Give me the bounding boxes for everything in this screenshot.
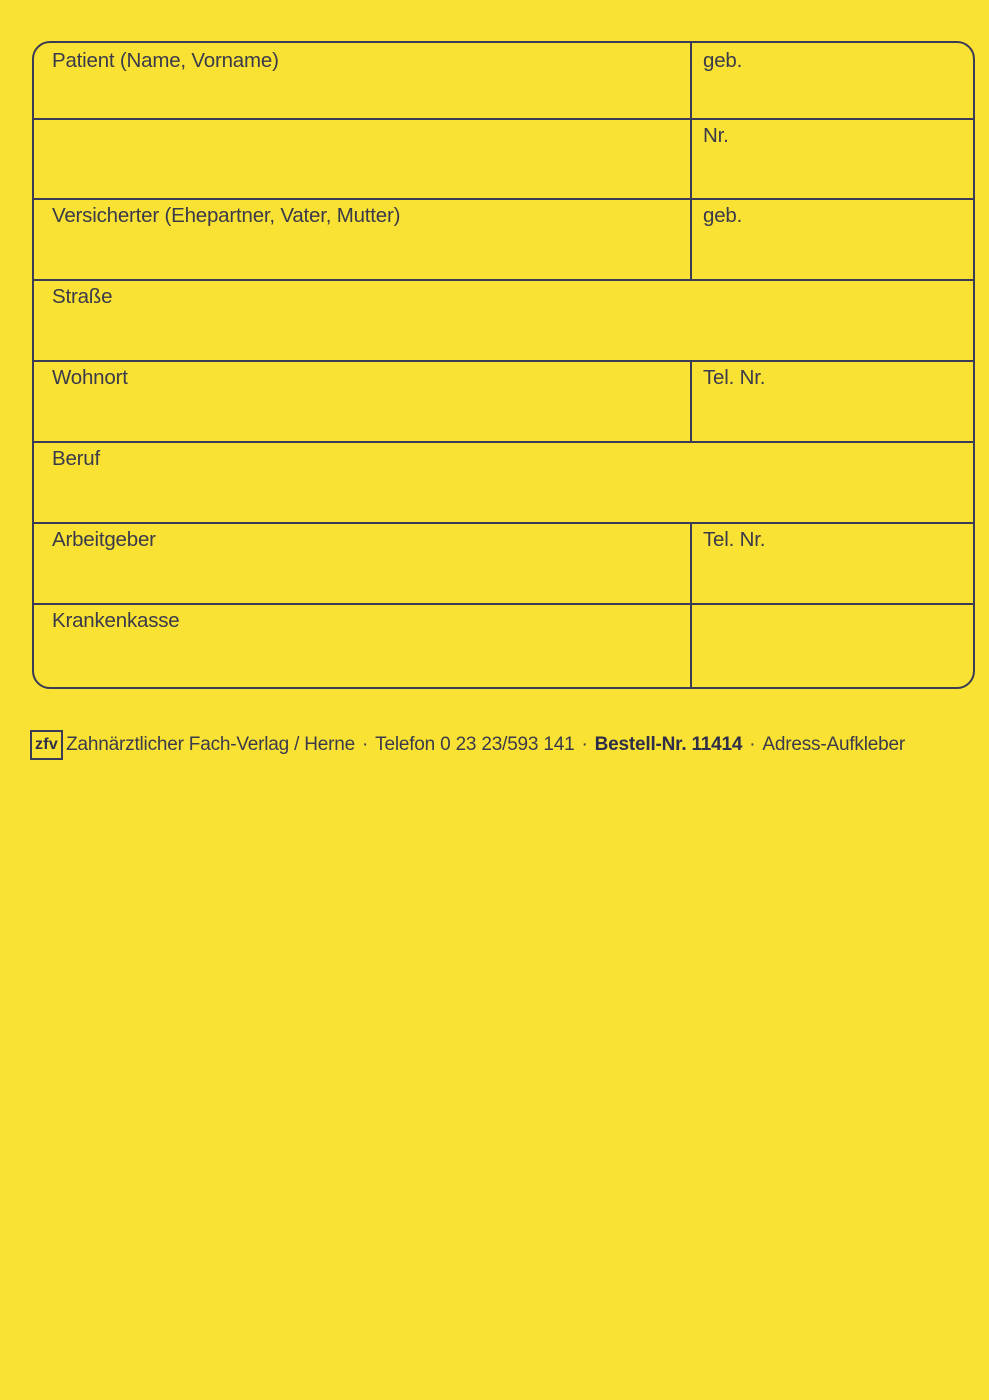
patient-birthdate-field[interactable] — [690, 43, 973, 118]
publisher-phone: Telefon 0 23 23/593 141 — [375, 734, 575, 755]
health-insurance-label: Krankenkasse — [52, 609, 180, 632]
employer-phone-label: Tel. Nr. — [703, 528, 766, 551]
phone-field[interactable] — [690, 360, 973, 441]
insured-person-label: Versicherter (Ehepartner, Vater, Mutter) — [52, 204, 401, 227]
form-row-number — [34, 118, 973, 200]
zfv-logo: zfv — [30, 730, 63, 760]
patient-name-continued-field[interactable] — [34, 118, 692, 198]
publisher-name: Zahnärztlicher Fach-Verlag / Herne — [66, 734, 356, 755]
separator: · — [581, 734, 588, 755]
insured-birthdate-field[interactable] — [690, 198, 973, 279]
patient-birthdate-label: geb. — [703, 49, 743, 72]
health-insurance-extra-field[interactable] — [690, 603, 973, 687]
health-insurance-field[interactable] — [34, 603, 692, 687]
order-number: Bestell-Nr. 11414 — [594, 734, 743, 755]
form-row-insured — [34, 198, 973, 281]
form-row-street — [34, 279, 973, 362]
form-row-health-insurance — [34, 603, 973, 687]
employer-field[interactable] — [34, 522, 692, 603]
residence-field[interactable] — [34, 360, 692, 441]
number-field[interactable] — [690, 118, 973, 198]
employer-label: Arbeitgeber — [52, 528, 156, 551]
insured-birthdate-label: geb. — [703, 204, 743, 227]
form-row-employer — [34, 522, 973, 605]
form-row-residence — [34, 360, 973, 443]
number-label: Nr. — [703, 124, 729, 147]
street-label: Straße — [52, 285, 113, 308]
occupation-label: Beruf — [52, 447, 100, 470]
insured-person-field[interactable] — [34, 198, 692, 279]
separator: · — [749, 734, 756, 755]
patient-name-field[interactable] — [34, 43, 692, 118]
form-row-occupation — [34, 441, 973, 524]
publisher-footer — [30, 729, 975, 761]
form-row-patient — [34, 43, 973, 120]
patient-name-label: Patient (Name, Vorname) — [52, 49, 279, 72]
phone-label: Tel. Nr. — [703, 366, 766, 389]
street-field[interactable] — [34, 279, 973, 360]
separator: · — [362, 734, 369, 755]
product-name: Adress-Aufkleber — [762, 734, 905, 755]
employer-phone-field[interactable] — [690, 522, 973, 603]
occupation-field[interactable] — [34, 441, 973, 522]
residence-label: Wohnort — [52, 366, 128, 389]
address-label-form — [32, 41, 975, 689]
